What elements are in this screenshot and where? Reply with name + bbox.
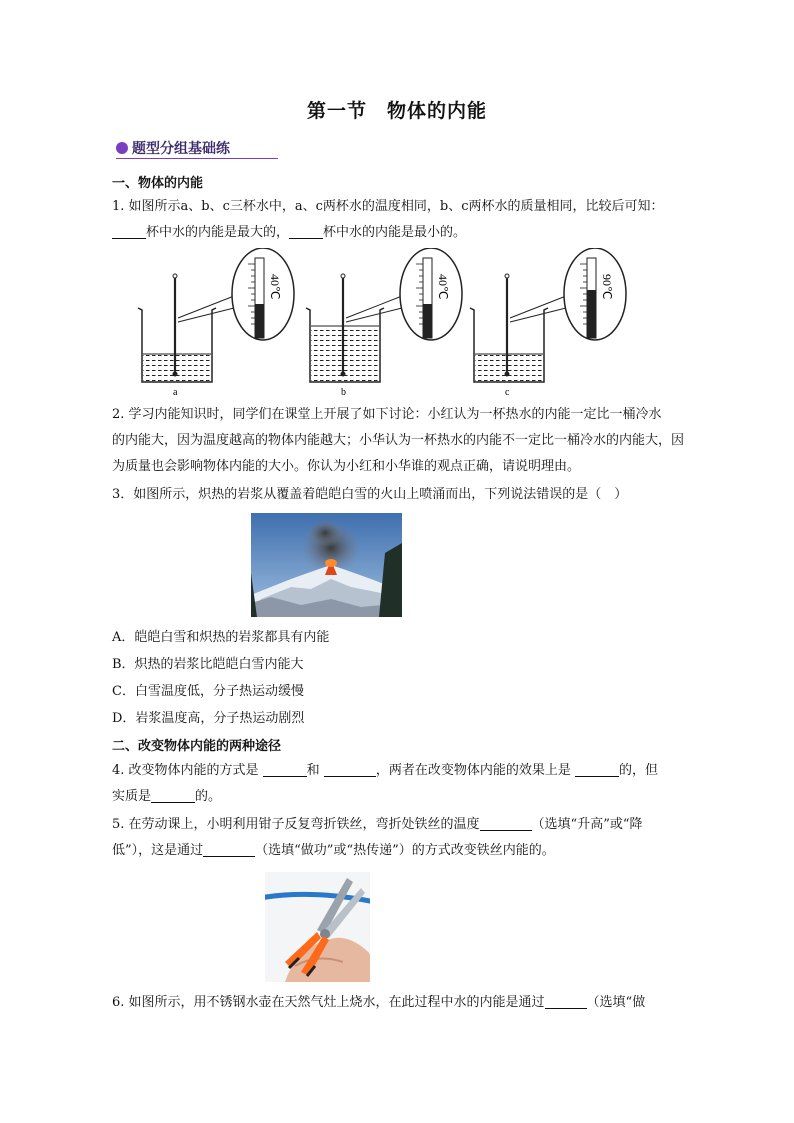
q4-text: 的，但 bbox=[618, 763, 658, 778]
answer-blank[interactable] bbox=[151, 788, 195, 803]
answer-blank[interactable] bbox=[324, 762, 376, 777]
q2-line2: 的内能大，因为温度越高的物体内能越大；小华认为一杯热水的内能不一定比一桶冷水的内能大，因 bbox=[112, 433, 685, 448]
q5-text: （选填“升高”或“降 bbox=[531, 817, 643, 832]
section-heading-1: 一、物体的内能 bbox=[112, 176, 204, 191]
q6-line1 bbox=[112, 990, 690, 1016]
q4-line2 bbox=[112, 784, 690, 810]
beakers-figure bbox=[134, 248, 634, 398]
answer-blank[interactable] bbox=[289, 224, 323, 239]
q4-text: 和 bbox=[306, 763, 324, 778]
q3-option-a[interactable]: A．皑皑白雪和炽热的岩浆都具有内能 bbox=[112, 630, 330, 645]
q2-line1: 2. 学习内能知识时，同学们在课堂上开展了如下讨论：小红认为一杯热水的内能一定比一桶冷水 bbox=[112, 407, 662, 422]
q2-line3: 为质量也会影响物体内能的大小。你认为小红和小华谁的观点正确，请说明理由。 bbox=[112, 459, 581, 474]
pliers-photo bbox=[265, 872, 370, 982]
q5-line2 bbox=[112, 838, 690, 864]
section-heading-2: 二、改变物体内能的两种途径 bbox=[112, 739, 282, 754]
q1-line2 bbox=[112, 220, 690, 246]
q5-text: 低”），这是通过 bbox=[112, 843, 204, 858]
volcano-photo bbox=[251, 513, 402, 617]
beaker-label-a: a bbox=[173, 387, 178, 398]
q6-text: （选填“做 bbox=[586, 995, 646, 1010]
answer-blank[interactable] bbox=[112, 224, 146, 239]
badge-label: 题型分组基础练 bbox=[132, 141, 230, 157]
section-badge bbox=[116, 138, 230, 158]
temp-label-c: 90℃ bbox=[600, 274, 614, 300]
question-5 bbox=[112, 812, 690, 864]
page-title: 第一节 物体的内能 bbox=[306, 100, 487, 122]
q6-text: 6. 如图所示，用不锈钢水壶在天然气灶上烧水，在此过程中水的内能是通过 bbox=[112, 995, 545, 1010]
q5-line1 bbox=[112, 812, 690, 838]
beaker-label-c: c bbox=[505, 387, 510, 398]
q5-text: （选填“做功”或“热传递”）的方式改变铁丝内能的。 bbox=[255, 843, 555, 858]
beaker-c bbox=[470, 248, 626, 398]
q4-text: 4. 改变物体内能的方式是 bbox=[112, 763, 263, 778]
beaker-label-b: b bbox=[341, 387, 346, 398]
badge-underline bbox=[116, 158, 278, 159]
bullet-dot-icon bbox=[116, 142, 128, 154]
answer-blank[interactable] bbox=[480, 816, 532, 831]
q3-option-b[interactable]: B．炽热的岩浆比皑皑白雪内能大 bbox=[112, 657, 304, 672]
answer-blank[interactable] bbox=[545, 994, 587, 1009]
question-4 bbox=[112, 758, 690, 810]
q4-line1 bbox=[112, 758, 690, 784]
q4-text: 实质是 bbox=[112, 789, 152, 804]
question-6 bbox=[112, 990, 690, 1016]
q1-text: 杯中水的内能是最大的， bbox=[146, 225, 290, 240]
temp-label-b: 40℃ bbox=[436, 274, 450, 300]
q3-option-c[interactable]: C．白雪温度低，分子热运动缓慢 bbox=[112, 684, 304, 699]
q4-text: ，两者在改变物体内能的效果上是 bbox=[375, 763, 575, 778]
question-1 bbox=[112, 194, 690, 246]
answer-blank[interactable] bbox=[203, 842, 255, 857]
q1-line1: 1. 如图所示a、b、c三杯水中，a、c两杯水的温度相同，b、c两杯水的质量相同，比较后可知： bbox=[112, 199, 664, 214]
question-2 bbox=[112, 402, 690, 480]
q4-text: 的。 bbox=[195, 789, 222, 804]
q5-text: 5. 在劳动课上，小明利用钳子反复弯折铁丝，弯折处铁丝的温度 bbox=[112, 817, 480, 832]
beaker-a bbox=[138, 248, 294, 398]
q1-text: 杯中水的内能是最小的。 bbox=[323, 225, 467, 240]
temp-label-a: 40℃ bbox=[268, 274, 282, 300]
answer-blank[interactable] bbox=[263, 762, 307, 777]
q3-option-d[interactable]: D．岩浆温度高，分子热运动剧烈 bbox=[112, 711, 305, 726]
beaker-b bbox=[306, 248, 462, 398]
answer-blank[interactable] bbox=[575, 762, 619, 777]
question-3-stem: 3．如图所示，炽热的岩浆从覆盖着皑皑白雪的火山上喷涌而出，下列说法错误的是（ ） bbox=[112, 487, 628, 502]
